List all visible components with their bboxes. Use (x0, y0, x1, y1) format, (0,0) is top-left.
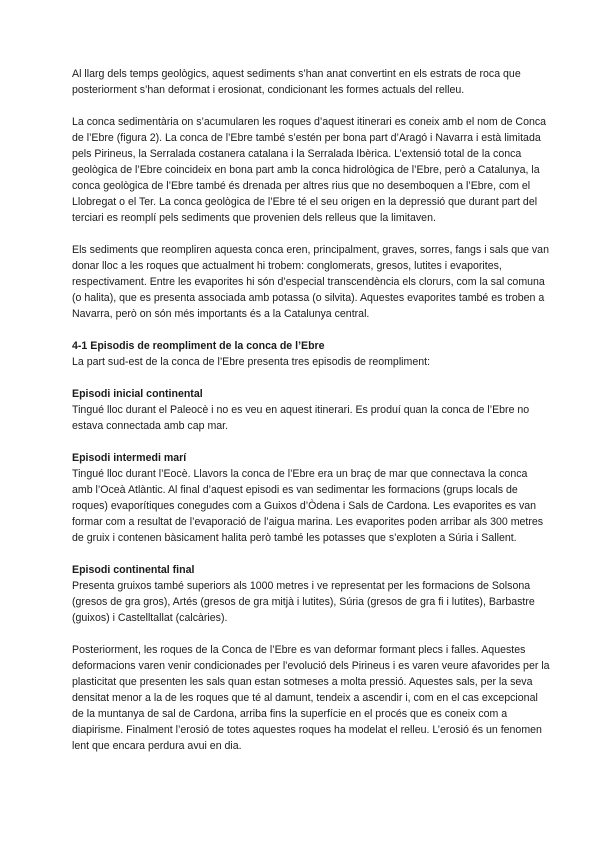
section-intro: La part sud-est de la conca de l’Ebre presenta tres episodis de reompliment: (72, 356, 431, 368)
episode-intermediate-marine (72, 450, 550, 546)
section-refill-episodes (72, 338, 550, 370)
episode-text: Tingué lloc durant el Paleocè i no es veu en aquest itinerari. Es produí quan la conca de l’Ebre no estava connectada amb cap mar. (72, 404, 530, 432)
episode-initial-continental (72, 386, 550, 434)
episode-title: Episodi continental final (72, 564, 195, 576)
episode-text: Presenta gruixos també superiors als 1000 metres i ve representat per les formacions de Solsona (gresos de gra gros), Artés (gresos de gra mitjà i lutites), Súria (gresos de gra fi i lutites), Barbastre (guixos) i Castelltallat (calcàries). (72, 580, 535, 624)
paragraph-intro: Al llarg dels temps geològics, aquest sediments s’han anat convertint en els estrats de roca que posteriorment s’han deformat i erosionat, condicionant les formes actuals del relleu. (72, 68, 521, 96)
paragraph-ebro-basin: La conca sedimentària on s’acumularen les roques d’aquest itinerari es coneix amb el nom de Conca de l’Ebre (figura 2). La conca de l’Ebre també s’estén per bona part d’Aragó i Navarra i està limitada pels Pirineus, la Serralada costanera catalana i la Serralada Ibèrica. L’extensió total de la conca geològica de l’Ebre coincideix en bona part amb la conca hidrològica de l’Ebre, però a Catalunya, la conca geològica de l’Ebre també és drenada per altres rius que no desemboquen a l’Ebre, com el Llobregat o el Ter. La conca geològica de l’Ebre té el seu origen en la depressió que durant part del terciari es reomplí pels sediments que provenien dels relleus que la limitaven. (72, 116, 547, 224)
episode-text: Tingué lloc durant l’Eocè. Llavors la conca de l’Ebre era un braç de mar que connectava la conca amb l’Oceà Atlàntic. Al final d’aquest episodi es van sedimentar les formacions (grups locals de roques) evaporítiques conegudes com a Guixos d’Òdena i Sals de Cardona. Les evaporites es van formar com a resultat de l’evaporació de l’aigua marina. Les evaporites poden arribar als 300 metres de gruix i contenen bàsicament halita però també les potasses que s’exploten a Súria i Sallent. (72, 468, 544, 544)
episode-title: Episodi inicial continental (72, 388, 203, 400)
episode-title: Episodi intermedi marí (72, 452, 187, 464)
section-title: 4-1 Episodis de reompliment de la conca de l’Ebre (72, 340, 325, 352)
paragraph-closing: Posteriorment, les roques de la Conca de l’Ebre es van deformar formant plecs i falles. Aquestes deformacions varen venir condicionades per l’evolució dels Pirineus i es varen veure afavorides per la plasticitat que presenten les sals quan estan sotmeses a molta pressió. Aquestes sals, per la seva densitat menor a la de les roques que té al damunt, tendeix a ascendir i, com en el cas excepcional de la muntanya de sal de Cardona, arriba fins la superfície en el procés que es coneix com a diapirisme. Finalment l’erosió de totes aquestes roques ha modelat el relleu. L’erosió és un fenomen lent que encara perdura avui en dia. (72, 644, 550, 752)
episode-final-continental (72, 562, 550, 626)
paragraph-sediments: Els sediments que reompliren aquesta conca eren, principalment, graves, sorres, fangs i sals que van donar lloc a les roques que actualment hi trobem: conglomerats, gresos, lutites i evaporites, respectivament. Entre les evaporites hi són d’especial transcendència els clorurs, com la sal comuna (o halita), que es presenta associada amb potassa (o silvita). Aquestes evaporites també es troben a Navarra, però on són més importants és a la Catalunya central. (72, 244, 549, 320)
